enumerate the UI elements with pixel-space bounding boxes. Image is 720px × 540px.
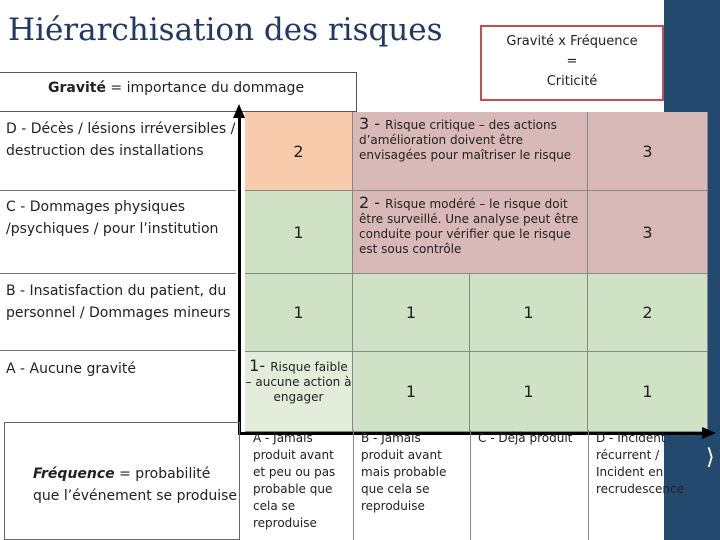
risk-level-1-text: – aucune action à engager bbox=[245, 375, 352, 404]
formula-line-2: = bbox=[566, 54, 578, 69]
col-separator bbox=[470, 430, 471, 540]
row-separator bbox=[0, 190, 236, 191]
row-separator bbox=[0, 273, 236, 274]
cell-b-b: 1 bbox=[353, 274, 470, 352]
row-separator bbox=[0, 350, 236, 351]
risk-level-1-head: Risque faible bbox=[270, 360, 348, 374]
row-label-c: C - Dommages physiques /psychiques / pour l’institution bbox=[6, 199, 219, 237]
cell-a-c: 1 bbox=[470, 352, 588, 432]
frequence-term: Fréquence bbox=[33, 466, 115, 482]
risk-level-3-description bbox=[353, 112, 588, 191]
cell-d-d: 3 bbox=[588, 112, 708, 191]
col-label-b: B - Jamais produit avant mais probable que cela se reproduise bbox=[361, 431, 447, 513]
bracket-icon: ⟩ bbox=[706, 445, 715, 470]
cell-d-a: 2 bbox=[245, 112, 353, 191]
risk-level-1-description bbox=[245, 352, 353, 432]
risk-level-3-number: 3 - bbox=[359, 114, 386, 133]
cell-a-b: 1 bbox=[353, 352, 470, 432]
formula-line-1: Gravité x Fréquence bbox=[506, 34, 638, 49]
risk-level-1-number: 1- bbox=[249, 356, 271, 375]
cell-c-d: 3 bbox=[588, 191, 708, 274]
gravite-text: = importance du dommage bbox=[105, 80, 305, 96]
formula-line-3: Criticité bbox=[546, 74, 598, 89]
col-separator bbox=[588, 430, 589, 540]
frequence-text: = probabilité que l’événement se produise bbox=[33, 466, 238, 504]
frequence-definition bbox=[4, 422, 240, 540]
arrow-up-icon bbox=[233, 104, 245, 118]
gravite-definition bbox=[0, 72, 357, 112]
row-label-a: A - Aucune gravité bbox=[6, 361, 136, 377]
gravite-term: Gravité bbox=[48, 80, 106, 96]
gravity-axis bbox=[238, 116, 241, 434]
col-label-d: D - Incident récurrent / Incident en recrudescence bbox=[596, 431, 685, 496]
col-separator bbox=[353, 430, 354, 540]
row-label-b: B - Insatisfaction du patient, du personnel / Dommages mineurs bbox=[6, 283, 231, 321]
col-label-c: C - Déjà produit bbox=[478, 431, 573, 445]
cell-b-a: 1 bbox=[245, 274, 353, 352]
cell-c-a: 1 bbox=[245, 191, 353, 274]
cell-b-c: 1 bbox=[470, 274, 588, 352]
cell-a-d: 1 bbox=[588, 352, 708, 432]
risk-level-3-text: Risque critique – des actions d’amélioration doivent être envisagées pour maîtriser le risque bbox=[359, 118, 572, 162]
risk-level-2-text: Risque modéré – le risque doit être surveillé. Une analyse peut être conduite pour vérifier que le risque est sous contrôle bbox=[359, 197, 579, 256]
page-title: Hiérarchisation des risques bbox=[8, 12, 443, 48]
risk-level-2-number: 2 - bbox=[359, 193, 386, 212]
col-label-a: A - Jamais produit avant et peu ou pas probable que cela se reproduise bbox=[253, 431, 336, 530]
risk-level-2-description bbox=[353, 191, 588, 274]
cell-b-d: 2 bbox=[588, 274, 708, 352]
row-label-d: D - Décès / lésions irréversibles / destruction des installations bbox=[6, 121, 236, 159]
criticite-formula-box bbox=[480, 25, 664, 101]
